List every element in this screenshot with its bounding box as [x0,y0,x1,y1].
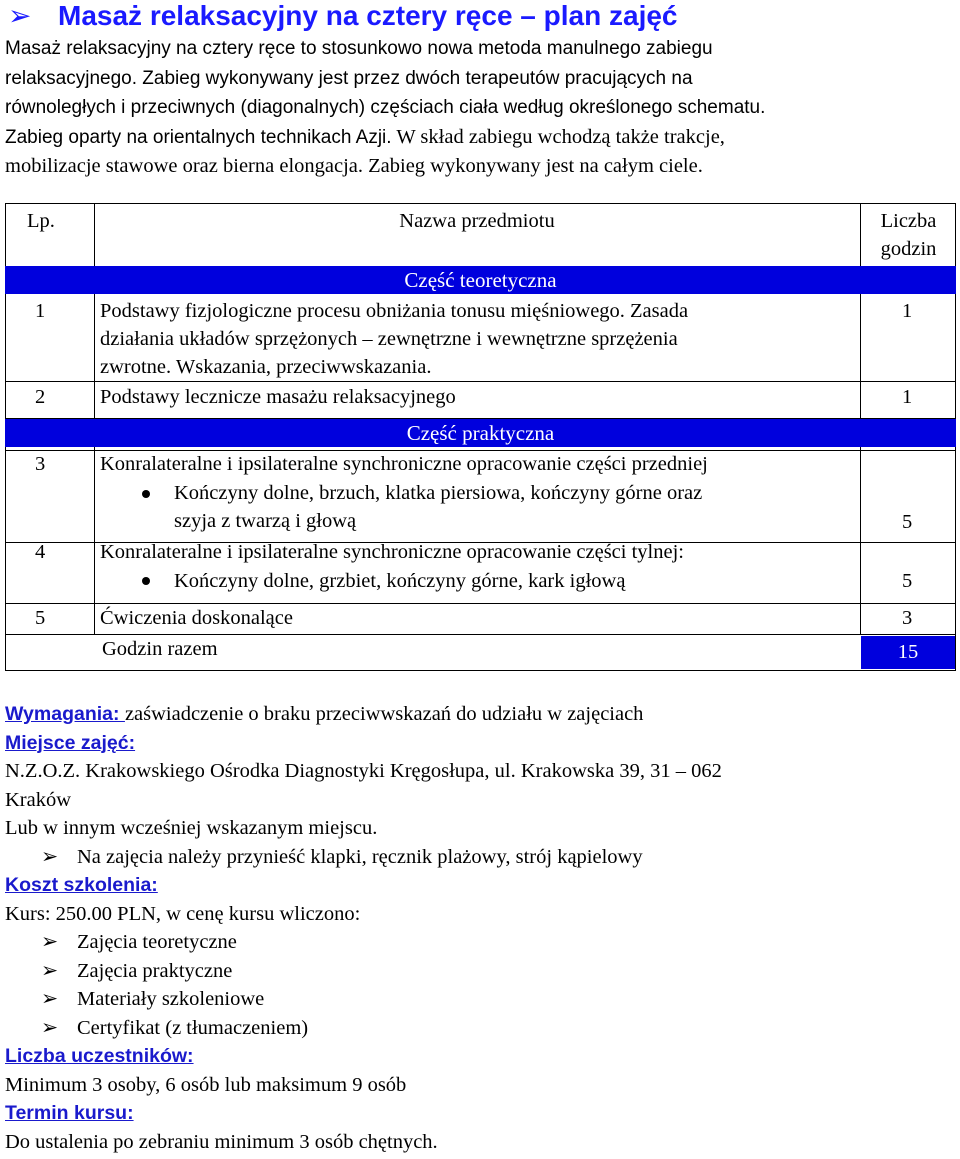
intro-line: Zabieg oparty na orientalnych technikach Azji. W skład zabiegu wchodzą także trakcje, [5,125,725,148]
total-label: Godzin razem [102,638,218,660]
row-name: Podstawy fizjologiczne procesu obniżania tonusu mięśniowego. Zasada działania układów sprzężonych – zewnętrzne i wewnętrzne sprzężenia zwrotne. Wskazania, przeciwwskazania. [100,300,689,378]
intro-paragraph [5,34,950,182]
intro-line: mobilizacje stawowe oraz bierna elongacja. Zabieg wykonywany jest na całym ciele. [5,155,703,177]
requirements: Wymagania: zaświadczenie o braku przeciwwskazań do udziału w zajęciach [5,703,644,725]
row-hours: 1 [902,386,913,408]
row-lp: 1 [35,300,46,322]
cost-heading: Koszt szkolenia: [5,874,158,896]
page-title-text: Masaż relaksacyjny na cztery ręce – plan zajęć [58,0,678,31]
intro-line: równoległych i przeciwnych (diagonalnych) częściach ciała według określonego schematu. [5,97,766,118]
bullet-icon [142,490,150,498]
row-hours: 5 [902,570,913,592]
course-plan-table [5,203,956,671]
included-item: ➢ Materiały szkoleniowe [5,985,955,1014]
included-item: ➢ Zajęcia praktyczne [5,957,955,986]
row-name: Konralateralne i ipsilateralne synchroniczne opracowanie części przedniej [100,453,708,475]
intro-line: Masaż relaksacyjny na cztery ręce to stosunkowo nowa metoda manulnego zabiegu [5,38,713,59]
total-value: 15 [861,636,955,669]
row-lp: 5 [35,607,46,629]
place-line: Kraków [5,788,72,811]
arrow-bullet-icon: ➢ [41,845,59,868]
header-hours: Liczba godzin [880,210,937,260]
course-details [5,700,955,1156]
row-name: Podstawy lecznicze masażu relaksacyjnego [100,386,456,408]
header-lp: Lp. [27,210,55,232]
section-theory: Część teoretyczna [5,266,956,294]
arrow-bullet-icon: ➢ [41,959,59,982]
included-item: ➢ Zajęcia teoretyczne [5,928,955,957]
row-subitem: Kończyny dolne, brzuch, klatka piersiowa, kończyny górne oraz szyja z twarzą i głową [174,482,703,532]
row-name: Konralateralne i ipsilateralne synchroniczne opracowanie części tylnej: [100,541,684,563]
place-line: Lub w innym wcześniej wskazanym miejscu. [5,817,378,839]
arrow-bullet-icon: ➢ [41,1016,59,1039]
participants-heading: Liczba uczestników: [5,1045,194,1067]
row-subitem: Kończyny dolne, grzbiet, kończyny górne, kark igłową [174,570,626,592]
bullet-icon [142,577,150,585]
row-hours: 5 [902,511,913,533]
arrow-bullet-icon: ➢ [8,0,32,31]
term-heading: Termin kursu: [5,1102,134,1124]
participants-text: Minimum 3 osoby, 6 osób lub maksimum 9 osób [5,1073,407,1096]
arrow-bullet-icon: ➢ [41,931,59,953]
header-name: Nazwa przedmiotu [399,210,555,232]
section-practice: Część praktyczna [5,419,956,447]
page-title [8,0,678,32]
row-lp: 4 [35,541,46,563]
arrow-bullet-icon: ➢ [41,988,59,1010]
row-lp: 3 [35,453,46,475]
row-name: Ćwiczenia doskonalące [100,607,293,629]
term-text: Do ustalenia po zebraniu minimum 3 osób chętnych. [5,1130,438,1153]
bring-item: ➢ Na zajęcia należy przynieść klapki, ręcznik plażowy, strój kąpielowy [5,843,955,872]
place-heading: Miejsce zajęć: [5,731,136,754]
included-item: ➢ Certyfikat (z tłumaczeniem) [5,1014,955,1043]
row-hours: 1 [902,300,913,322]
intro-line: relaksacyjnego. Zabieg wykonywany jest przez dwóch terapeutów pracujących na [5,67,693,89]
row-lp: 2 [35,386,46,408]
cost-text: Kurs: 250.00 PLN, w cenę kursu wliczono: [5,902,361,925]
place-line: N.Z.O.Z. Krakowskiego Ośrodka Diagnostyki Kręgosłupa, ul. Krakowska 39, 31 – 062 [5,760,722,782]
row-hours: 3 [902,607,913,629]
